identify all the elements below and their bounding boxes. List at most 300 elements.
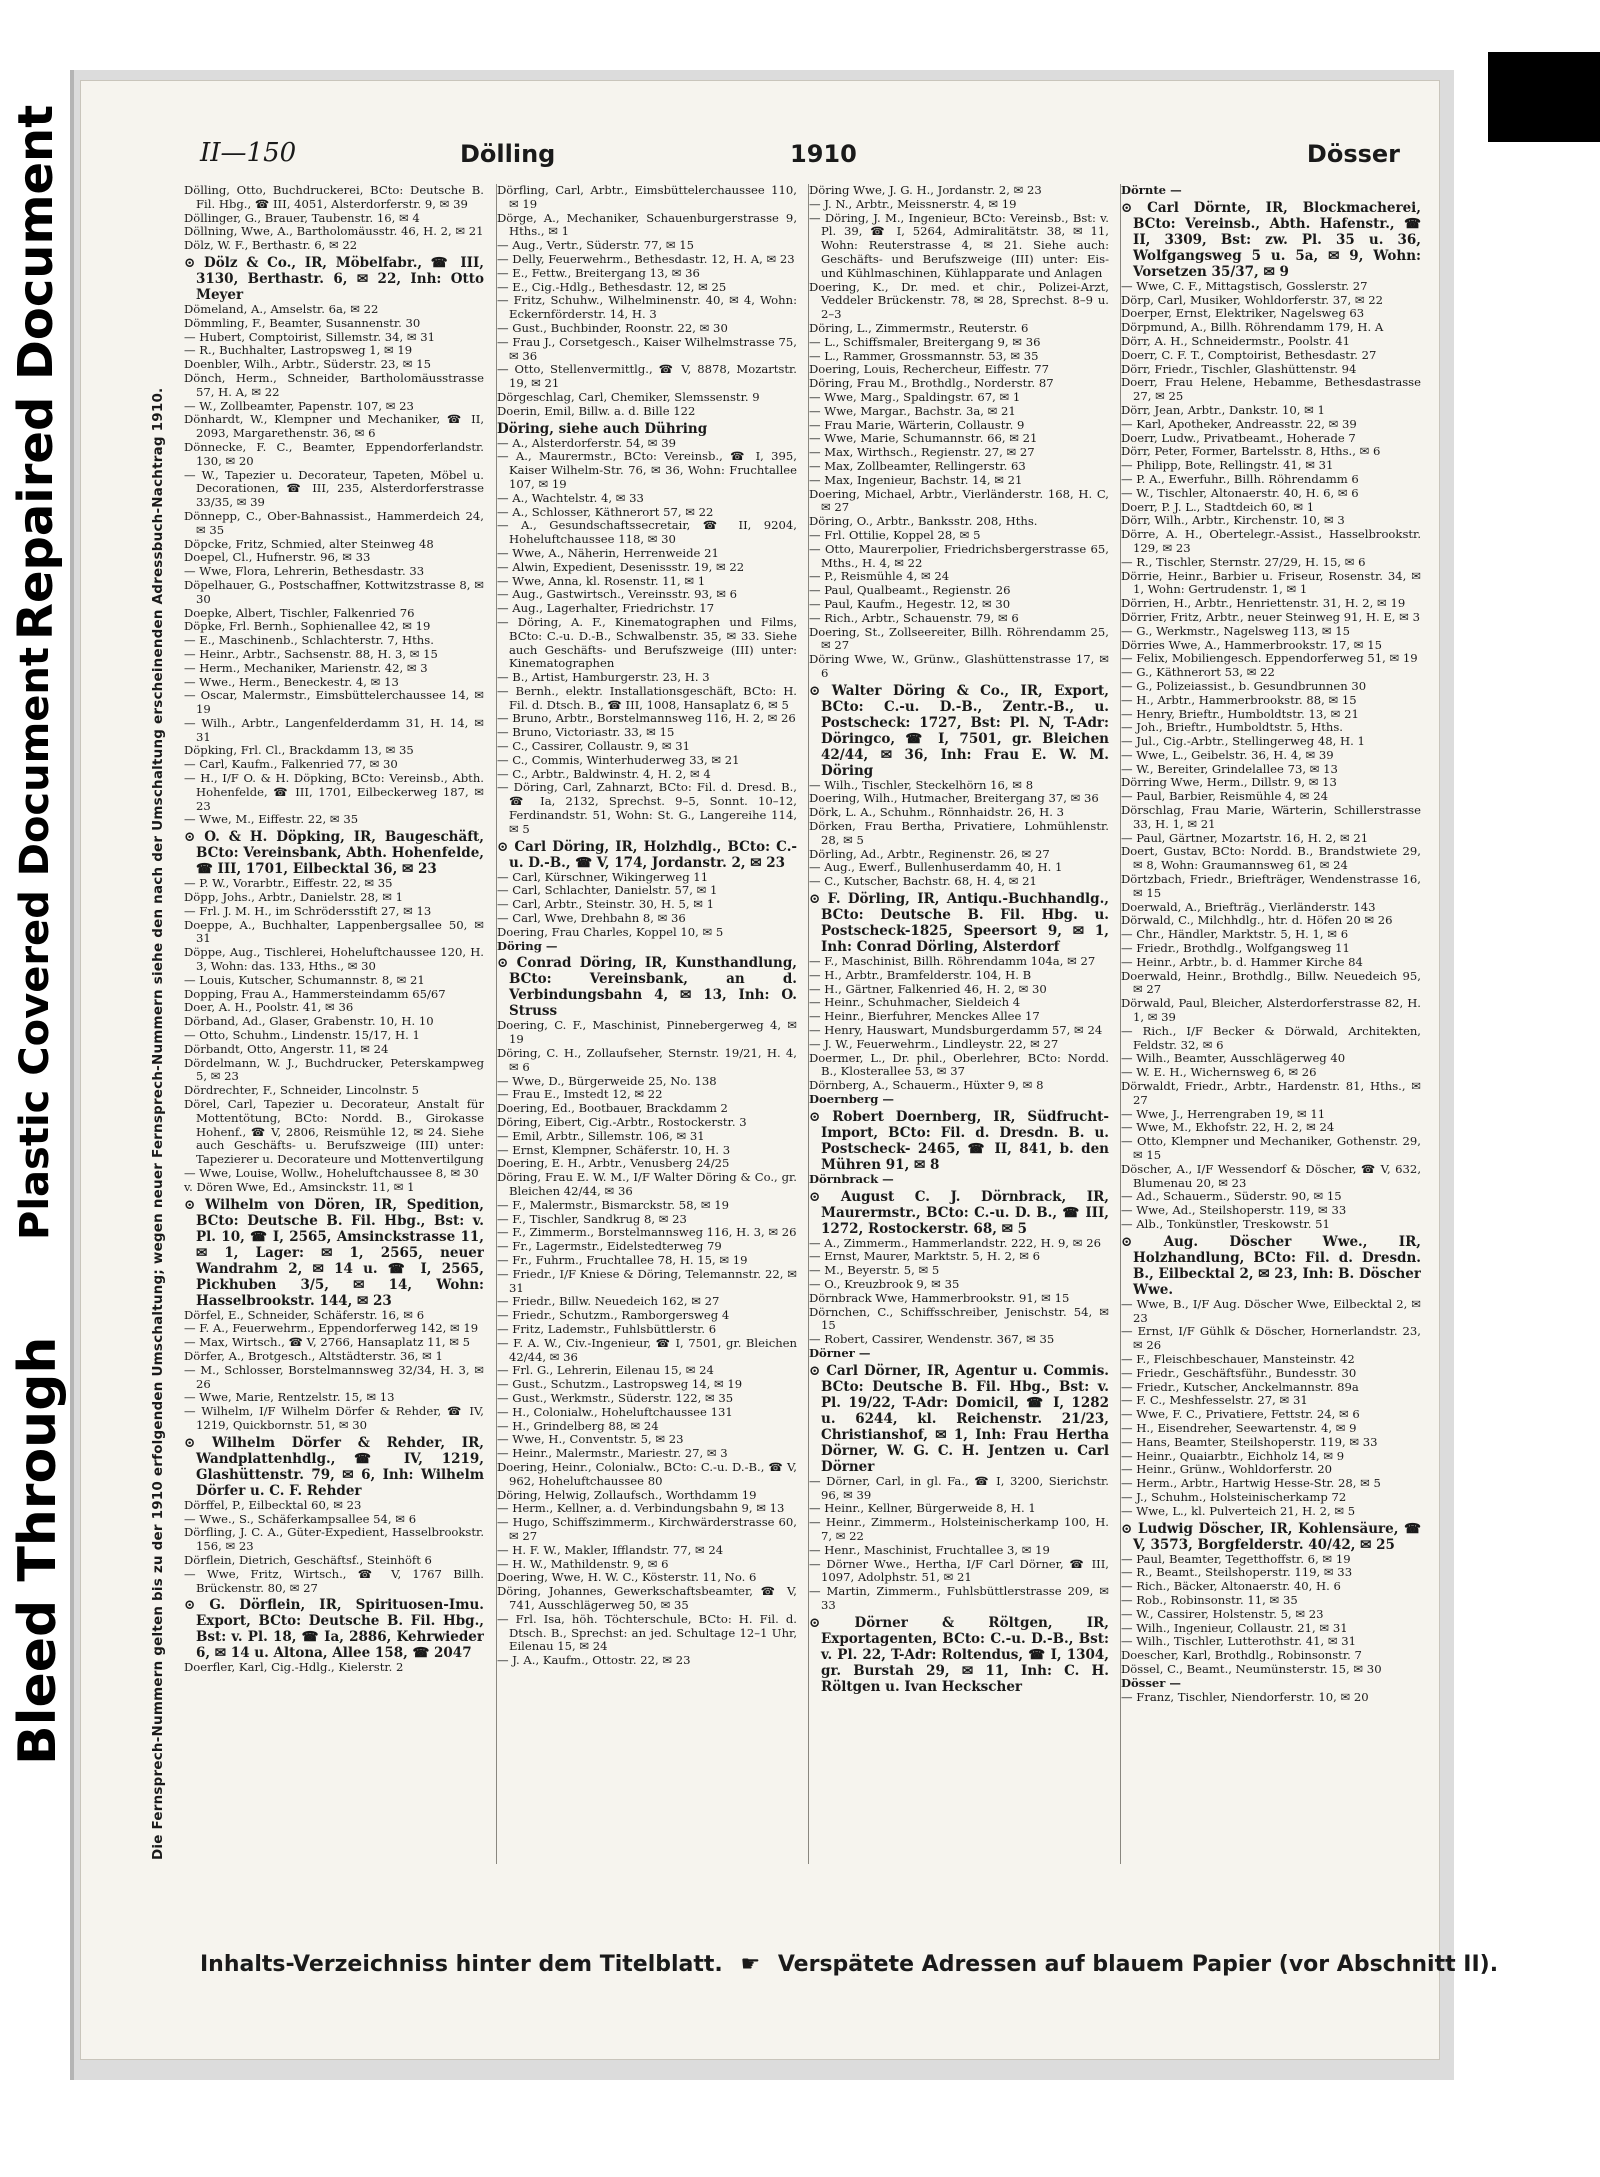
directory-entry: Dörwald, C., Milchhdlg., htr. d. Höfen 20 ✉ 26 (1121, 913, 1393, 928)
directory-entry: — H., Gärtner, Falkenried 46, H. 2, ✉ 30 (809, 981, 1047, 996)
directory-entry: — W., Tischler, Altonaerstr. 40, H. 6, ✉ 6 (1121, 485, 1359, 500)
directory-entry: Dörfling, Carl, Arbtr., Eimsbüttelerchaussee 110, ✉ 19 (497, 184, 797, 211)
directory-entry: — Frl. J. M. H., im Schrödersstift 27, ✉ 13 (184, 903, 432, 918)
directory-entry: — Wilh., Arbtr., Langenfelderdamm 31, H. 14, ✉ 31 (184, 715, 484, 744)
directory-entry: — F., Maschinist, Billh. Röhrendamm 104a, ✉ 27 (809, 954, 1096, 969)
directory-entry: ⊙ Ludwig Döscher, IR, Kohlensäure, ☎ V, 3573, Borgfelderstr. 40/42, ✉ 25 (1121, 1520, 1421, 1553)
directory-entry: — F., Malermstr., Bismarckstr. 58, ✉ 19 (497, 1197, 730, 1212)
directory-entry: — Döring, A. F., Kinematographen und Films, BCto: C.-u. D.-B., Schwalbenstr. 35, ✉ 33. Siehe auch Geschäfts- und Berufszweige (III) unter: Kinematographen (497, 614, 797, 671)
directory-entry: — Paul, Beamter, Tegetthoffstr. 6, ✉ 19 (1121, 1551, 1351, 1566)
directory-entry: — Frl. Isa, höh. Töchterschule, BCto: H. Fil. d. Dtsch. B., Sprechst: an jed. Schultage 12–1 Uhr, Eilenau 15, ✉ 24 (497, 1611, 797, 1654)
directory-entry: — Wwe, B., I/F Aug. Döscher Wwe, Eilbecktal 2, ✉ 23 (1121, 1296, 1421, 1325)
directory-entry: — A., Alsterdorferstr. 54, ✉ 39 (497, 435, 676, 450)
directory-entry: — M., Schlosser, Borstelmannsweg 32/34, H. 3, ✉ 26 (184, 1362, 484, 1391)
directory-entry: — H. F. W., Makler, Ifflandstr. 77, ✉ 24 (497, 1542, 724, 1557)
directory-entry: ⊙ Robert Doernberg, IR, Südfrucht-Import, BCto: Fil. d. Dresdn. B. u. Postscheck- 2465, ☎ II, 841, b. den Mühren 91, ✉ 8 (809, 1108, 1109, 1173)
directory-entry: — Wwe, Fritz, Wirtsch., ☎ V, 1767 Billh. Brückenstr. 80, ✉ 27 (184, 1566, 484, 1595)
directory-entry: — Rich., I/F Becker & Dörwald, Architekten, Feldstr. 32, ✉ 6 (1121, 1023, 1421, 1052)
directory-entry: Döring Wwe, J. G. H., Jordanstr. 2, ✉ 23 (809, 184, 1042, 197)
directory-entry: — Wwe, F. C., Privatiere, Fettstr. 24, ✉ 6 (1121, 1407, 1360, 1422)
directory-entry: Doering, Michael, Arbtr., Vierländerstr. 168, H. C, ✉ 27 (809, 486, 1109, 515)
page-footer (200, 1952, 1499, 1982)
directory-entry: — J. W., Feuerwehrm., Lindleystr. 22, ✉ 27 (809, 1036, 1059, 1051)
directory-entry: ⊙ Wilhelm von Dören, IR, Spedition, BCto: Deutsche B. Fil. Hbg., Bst: v. Pl. 10, ☎ I, 2565, Amsinckstrasse 11, ✉ 1, Lager: ✉ 1, 2565, neuer Wandrahm 2, ✉ 14 u. ☎ I, 2565, Pickhuben 3/5, ✉ 14, Wohn: Hasselbrookstr. 144, ✉ 23 (184, 1196, 484, 1309)
pointing-hand-icon: ☛ (740, 1952, 761, 1977)
directory-entry: — Heinr., Grünw., Wohldorferstr. 20 (1121, 1462, 1333, 1477)
directory-entry: — Wwe, D., Bürgerweide 25, No. 138 (497, 1073, 717, 1088)
directory-entry: Doert, Gustav, BCto: Nordd. B., Brandstwiete 29, ✉ 8, Wohn: Graumannsweg 61, ✉ 24 (1121, 844, 1421, 873)
directory-entry: Dördelmann, W. J., Buchdrucker, Peterskampweg 5, ✉ 23 (184, 1055, 484, 1084)
directory-entry: — B., Artist, Hamburgerstr. 23, H. 3 (497, 670, 710, 685)
column-2 (496, 184, 797, 1864)
directory-entry: — H. W., Mathildenstr. 9, ✉ 6 (497, 1556, 669, 1571)
directory-entry: Döring, Eibert, Cig.-Arbtr., Rostockerstr. 3 (497, 1115, 747, 1130)
directory-entry: — Döring, J. M., Ingenieur, BCto: Vereinsb., Bst: v. Pl. 39, ☎ I, 5264, Admiralitätstr. 38, ✉ 11, Wohn: Reuterstrasse 4, ✉ 21. Siehe auch: Geschäfts- und Berufszweige (III) unter: Eis- und Kühlmaschinen, Kühlapparate und Anlagen (809, 210, 1109, 280)
directory-entry: — Martin, Zimmerm., Fuhlsbüttlerstrasse 209, ✉ 33 (809, 1584, 1109, 1612)
footer-left-text: Inhalts-Verzeichniss hinter dem Titelblatt. (200, 1952, 723, 1977)
directory-entry: Dörfling, J. C. A., Güter-Expedient, Hasselbrookstr. 156, ✉ 23 (184, 1525, 484, 1554)
directory-entry: Dörpmund, A., Billh. Röhrendamm 179, H. A (1121, 320, 1384, 335)
directory-entry: ⊙ G. Dörflein, IR, Spirituosen-Imu. Export, BCto: Deutsche B. Fil. Hbg., Bst: v. Pl. 18, ☎ Ia, 2886, Kehrwieder 6, ✉ 14 u. Altona, Allee 158, ☎ 2047 (184, 1597, 484, 1662)
directory-entry: Dörrier, Fritz, Arbtr., neuer Steinweg 91, H. E, ✉ 3 (1121, 609, 1420, 624)
directory-entry: — W., Zollbeamter, Papenstr. 107, ✉ 23 (184, 398, 414, 413)
directory-entry: — J., Schuhm., Holsteinischerkamp 72 (1121, 1489, 1347, 1504)
directory-entry: Dösser — (1121, 1675, 1181, 1690)
directory-entry: — Heinr., Zimmerm., Holsteinischerkamp 100, H. 7, ✉ 22 (809, 1515, 1109, 1543)
directory-entry: Dörge, A., Mechaniker, Schauenburgerstrasse 9, Hths., ✉ 1 (497, 210, 797, 239)
directory-entry: — H., Eisendreher, Seewartenstr. 4, ✉ 9 (1121, 1420, 1357, 1435)
directory-entry: Doering, Heinr., Colonialw., BCto: C.-u. D.-B., ☎ V, 962, Hoheluftchaussee 80 (497, 1459, 797, 1488)
directory-entry: Doerr, Ludw., Privatbeamt., Hoherade 7 (1121, 430, 1356, 445)
directory-entry: — Heinr., Quaiarbtr., Eichholz 14, ✉ 9 (1121, 1448, 1345, 1463)
directory-entry: ⊙ August C. J. Dörnbrack, IR, Maurermstr., BCto: C.-u. D. B., ☎ III, 1272, Rostockerstr. 68, ✉ 5 (809, 1188, 1109, 1237)
directory-entry: — Aug., Ewerf., Bullenhuserdamm 40, H. 1 (809, 860, 1063, 875)
directory-columns (184, 184, 1420, 1864)
directory-entry: Doenbler, Wilh., Arbtr., Süderstr. 23, ✉ 15 (184, 357, 431, 372)
directory-entry: — Gust., Buchbinder, Roonstr. 22, ✉ 30 (497, 320, 728, 335)
directory-entry: — Gust., Werkmstr., Süderstr. 122, ✉ 35 (497, 1390, 734, 1405)
directory-entry: Dömmling, F., Beamter, Susannenstr. 30 (184, 315, 421, 330)
catchword-right: Dösser (1306, 140, 1400, 168)
directory-entry: — Henry, Brieftr., Humboldtstr. 13, ✉ 21 (1121, 706, 1359, 721)
directory-entry: Döring, Frau M., Brothdlg., Norderstr. 87 (809, 376, 1054, 391)
directory-entry: — G., Werkmstr., Nagelsweg 113, ✉ 15 (1121, 623, 1351, 638)
directory-entry: — Wwe, L., kl. Pulverteich 21, H. 2, ✉ 5 (1121, 1503, 1356, 1518)
directory-entry: Dönch, Herm., Schneider, Bartholomäusstrasse 57, H. A, ✉ 22 (184, 370, 484, 399)
directory-entry: — Heinr., Kellner, Bürgerweide 8, H. 1 (809, 1501, 1036, 1516)
directory-entry: Dörrien, H., Arbtr., Henriettenstr. 31, H. 2, ✉ 19 (1121, 596, 1406, 611)
directory-entry: — Heinr., Malermstr., Mariestr. 27, ✉ 3 (497, 1446, 728, 1461)
directory-entry: Dörschlag, Frau Marie, Wärterin, Schillerstrasse 33, H. 1, ✉ 21 (1121, 803, 1421, 831)
directory-entry: — R., Beamt., Steilshoperstr. 119, ✉ 33 (1121, 1565, 1353, 1580)
directory-entry: Dörnchen, C., Schiffsschreiber, Jenischstr. 54, ✉ 15 (809, 1304, 1109, 1333)
directory-entry: Doepel, Cl., Hufnerstr. 96, ✉ 33 (184, 550, 371, 565)
column-4 (1120, 184, 1421, 1864)
directory-entry: Doering, St., Zollseereiter, Billh. Röhrendamm 25, ✉ 27 (809, 624, 1109, 653)
directory-entry: — Emil, Arbtr., Sillemstr. 106, ✉ 31 (497, 1128, 705, 1143)
directory-entry: — Carl, Kaufm., Falkenried 77, ✉ 30 (184, 757, 398, 772)
directory-entry: Döring Wwe, W., Grünw., Glashüttenstrasse 17, ✉ 6 (809, 652, 1109, 680)
directory-entry: — Frl. Ottilie, Koppel 28, ✉ 5 (809, 527, 981, 542)
directory-entry: Dörring Wwe, Herm., Dillstr. 9, ✉ 13 (1121, 775, 1337, 790)
directory-entry: — Rich., Bäcker, Altonaerstr. 40, H. 6 (1121, 1579, 1341, 1594)
column-1 (184, 184, 484, 1864)
directory-entry: Dörnbrack — (809, 1171, 894, 1186)
directory-entry: — P., Reismühle 4, ✉ 24 (809, 569, 950, 584)
directory-entry: ⊙ Walter Döring & Co., IR, Export, BCto: C.-u. D.-B., Zentr.-B., u. Postscheck: 1727, Bst: Pl. N, T-Adr: Döringco, ☎ I, 7501, gr. Bleichen 42/44, ✉ 36, Inh: Frau E. W. M. Döring (809, 682, 1109, 779)
directory-entry: Döring — (497, 938, 558, 953)
directory-entry: Dörken, Frau Bertha, Privatiere, Lohmühlenstr. 28, ✉ 5 (809, 819, 1109, 847)
directory-entry: — H., I/F O. & H. Döpking, BCto: Vereinsb., Abth. Hohenfelde, ☎ III, 1701, Eilbeckerweg 187, ✉ 23 (184, 771, 484, 813)
directory-entry: — J. A., Kaufm., Ottostr. 22, ✉ 23 (497, 1653, 691, 1668)
directory-entry: ⊙ Carl Dörnte, IR, Blockmacherei, BCto: Vereinsb., Abth. Hafenstr., ☎ II, 3309, Bst: zw. Pl. 35 u. 36, Wolfgangsweg 5 u. 5a, ✉ 9, Wohn: Vorsetzen 35/37, ✉ 9 (1121, 199, 1421, 280)
directory-entry: — Hugo, Schiffszimmerm., Kirchwärderstrasse 60, ✉ 27 (497, 1515, 797, 1543)
directory-entry: — W. E. H., Wichernsweg 6, ✉ 26 (1121, 1065, 1317, 1080)
directory-entry: Doerper, Ernst, Elektriker, Nagelsweg 63 (1121, 306, 1365, 321)
directory-entry: — Gust., Schutzm., Lastropsweg 14, ✉ 19 (497, 1377, 743, 1392)
directory-entry: — C., Kutscher, Bachstr. 68, H. 4, ✉ 21 (809, 874, 1037, 889)
directory-entry: — Hubert, Comptoirist, Sillemstr. 34, ✉ 31 (184, 329, 435, 344)
directory-entry: — Wwe, Marg., Spaldingstr. 67, ✉ 1 (809, 389, 1021, 404)
directory-entry: Dörrie, Heinr., Barbier u. Friseur, Rosenstr. 34, ✉ 1, Wohn: Gertrudenstr. 1, ✉ 1 (1121, 568, 1421, 597)
directory-entry: — Wilh., Beamter, Ausschlägerweg 40 (1121, 1051, 1346, 1066)
directory-entry: Dössel, C., Beamt., Neumünsterstr. 15, ✉ 30 (1121, 1661, 1382, 1676)
directory-entry: Dörband, Ad., Glaser, Grabenstr. 10, H. 10 (184, 1014, 434, 1029)
directory-entry: — G., Polizeiassist., b. Gesundbrunnen 30 (1121, 678, 1367, 693)
directory-entry: — Aug., Lagerhalter, Friedrichstr. 17 (497, 601, 715, 616)
vertical-notice: Die Fernsprech-Nummern gelten bis zu der 1910 erfolgenden Umschaltung; wegen neuer Fernsprech-Nummern siehe den nach der Umschaltung erscheinenden Adressbuch-Nachtrag 1910. (150, 387, 166, 1860)
directory-entry: — Wwe, C. F., Mittagstisch, Gosslerstr. 27 (1121, 278, 1368, 293)
directory-entry: Döring, Frau E. W. M., I/F Walter Döring & Co., gr. Bleichen 42/44, ✉ 36 (497, 1170, 797, 1198)
directory-entry: ⊙ Carl Dörner, IR, Agentur u. Commis. BCto: Deutsche B. Fil. Hbg., Bst: v. Pl. 19/22, T-Adr: Domicil, ☎ I, 1282 u. 6244, kl. Reichenstr. 21/23, Christianshof, ✉ 1, Inh: Frau Hertha Dörner, W. G. C. H. Jentzen u. Carl Dörner (809, 1362, 1109, 1475)
directory-entry: — Friedr., Kutscher, Anckelmannstr. 89a (1121, 1379, 1359, 1394)
directory-entry: — Wwe, Anna, kl. Rosenstr. 11, ✉ 1 (497, 573, 706, 588)
directory-entry: — Herm., Mechaniker, Marienstr. 42, ✉ 3 (184, 660, 428, 675)
directory-entry: — M., Beyerstr. 5, ✉ 5 (809, 1263, 940, 1278)
page-header (200, 138, 1420, 178)
directory-entry: Dörflein, Dietrich, Geschäftsf., Steinhöft 6 (184, 1552, 432, 1567)
directory-entry: — Robert, Cassirer, Wendenstr. 367, ✉ 35 (809, 1332, 1055, 1347)
directory-entry: — C., Cassirer, Collaustr. 9, ✉ 31 (497, 739, 691, 754)
directory-entry: ⊙ Dölz & Co., IR, Möbelfabr., ☎ III, 3130, Berthastr. 6, ✉ 22, Inh: Otto Meyer (184, 254, 484, 303)
directory-entry: — F. A. W., Civ.-Ingenieur, ☎ I, 7501, gr. Bleichen 42/44, ✉ 36 (497, 1335, 797, 1364)
directory-entry: — Wwe, J., Herrengraben 19, ✉ 11 (1121, 1106, 1326, 1121)
directory-entry: — Otto, Maurerpolier, Friedrichsbergerstrasse 65, Mths., H. 4, ✉ 22 (809, 541, 1109, 570)
directory-entry: — Heinr., Arbtr., b. d. Hammer Kirche 84 (1121, 954, 1363, 969)
directory-entry: — Rich., Arbtr., Schauenstr. 79, ✉ 6 (809, 610, 1019, 625)
directory-entry: — Wwe, Marie, Schumannstr. 66, ✉ 21 (809, 431, 1038, 446)
directory-entry: — W., Tapezier u. Decorateur, Tapeten, Möbel u. Decorationen, ☎ III, 235, Alsterdorferstrasse 33/35, ✉ 39 (184, 467, 484, 510)
directory-entry: — R., Buchhalter, Lastropsweg 1, ✉ 19 (184, 343, 413, 358)
directory-entry: Dörr, Jean, Arbtr., Dankstr. 10, ✉ 1 (1121, 402, 1325, 417)
directory-entry: Döllning, Wwe, A., Bartholomäusstr. 46, H. 2, ✉ 21 (184, 224, 484, 239)
directory-entry: — L., Rammer, Grossmannstr. 53, ✉ 35 (809, 348, 1039, 363)
directory-entry: — Wwe, M., Eiffestr. 22, ✉ 35 (184, 812, 359, 827)
directory-entry: — A., Maurermstr., BCto: Vereinsb., ☎ I, 395, Kaiser Wilhelm-Str. 76, ✉ 36, Wohn: Fruchtallee 107, ✉ 19 (497, 449, 797, 491)
directory-entry: — Wwe, Flora, Lehrerin, Bethesdastr. 33 (184, 564, 425, 579)
directory-entry: — Wwe., Herm., Beneckestr. 4, ✉ 13 (184, 674, 399, 689)
directory-entry: — Heinr., Arbtr., Sachsenstr. 88, H. 3, ✉ 15 (184, 646, 438, 661)
directory-entry: — Wwe, Marie, Rentzelstr. 15, ✉ 13 (184, 1390, 395, 1405)
directory-entry: ⊙ Aug. Döscher Wwe., IR, Holzhandlung, BCto: Fil. d. Dresdn. B., Eilbecktal 2, ✉ 23, Inh: B. Döscher Wwe. (1121, 1233, 1421, 1298)
directory-entry: Doescher, Karl, Brothdlg., Robinsonstr. 7 (1121, 1648, 1362, 1663)
directory-entry: Dörnberg, A., Schauerm., Hüxter 9, ✉ 8 (809, 1078, 1044, 1093)
directory-entry: — Carl, Schlachter, Danielstr. 57, ✉ 1 (497, 883, 718, 898)
directory-entry: — Herm., Kellner, a. d. Verbindungsbahn 9, ✉ 13 (497, 1501, 785, 1516)
directory-entry: — Jul., Cig.-Arbtr., Stellingerweg 48, H. 1 (1121, 734, 1365, 749)
directory-entry: — Herm., Arbtr., Hartwig Hesse-Str. 28, ✉ 5 (1121, 1476, 1381, 1491)
directory-entry: ⊙ O. & H. Döpking, IR, Baugeschäft, BCto: Vereinsbank, Abth. Hohenfelde, ☎ III, 1701, Eilbecktal 36, ✉ 23 (184, 829, 484, 878)
directory-entry: — Ernst, Maurer, Marktstr. 5, H. 2, ✉ 6 (809, 1249, 1041, 1264)
directory-entry: — A., Wachtelstr. 4, ✉ 33 (497, 490, 644, 505)
directory-entry: — F. A., Feuerwehrm., Eppendorferweg 142, ✉ 19 (184, 1321, 479, 1336)
directory-entry: — Wwe, M., Ekhofstr. 22, H. 2, ✉ 24 (1121, 1120, 1335, 1135)
directory-entry: — Wwe, A., Näherin, Herrenweide 21 (497, 545, 719, 560)
directory-entry: Dörp, Carl, Musiker, Wohldorferstr. 37, ✉ 22 (1121, 292, 1383, 307)
directory-entry: — C., Arbtr., Baldwinstr. 4, H. 2, ✉ 4 (497, 766, 711, 781)
directory-entry: — Dörner Wwe., Hertha, I/F Carl Dörner, ☎ III, 1097, Adolphstr. 51, ✉ 21 (809, 1556, 1109, 1585)
directory-entry: — Otto, Klempner und Mechaniker, Gothenstr. 29, ✉ 15 (1121, 1134, 1421, 1162)
directory-entry: — Max, Wirtsch., ☎ V, 2766, Hansaplatz 11, ✉ 5 (184, 1335, 471, 1350)
directory-entry: — F., Tischler, Sandkrug 8, ✉ 23 (497, 1211, 687, 1226)
directory-entry: — Friedr., Schutzm., Ramborgersweg 4 (497, 1308, 730, 1323)
directory-entry: — E., Maschinenb., Schlachterstr. 7, Hths. (184, 633, 434, 648)
directory-entry: Döllinger, G., Brauer, Taubenstr. 16, ✉ 4 (184, 210, 420, 225)
directory-entry: — Joh., Brieftr., Humboldtstr. 5, Hths. (1121, 720, 1343, 735)
directory-entry: — W., Cassirer, Holstenstr. 5, ✉ 23 (1121, 1606, 1324, 1621)
directory-entry: Doering, E. H., Arbtr., Venusberg 24/25 (497, 1156, 730, 1171)
directory-entry: — H., Arbtr., Hammerbrookstr. 88, ✉ 15 (1121, 692, 1357, 707)
directory-entry: — Aug., Vertr., Süderstr. 77, ✉ 15 (497, 238, 695, 253)
directory-entry: Dördrechter, F., Schneider, Lincolnstr. 5 (184, 1083, 420, 1098)
directory-entry: — Friedr., Brothdlg., Wolfgangsweg 11 (1121, 941, 1350, 956)
directory-entry: Döscher, A., I/F Wessendorf & Döscher, ☎ V, 632, Blumenau 20, ✉ 23 (1121, 1161, 1421, 1190)
directory-entry: Doerr, Frau Helene, Hebamme, Bethesdastrasse 27, ✉ 25 (1121, 375, 1421, 404)
directory-entry: ⊙ F. Dörling, IR, Antiqu.-Buchhandlg., BCto: Deutsche B. Fil. Hbg. u. Postscheck-1825, Speersort 9, ✉ 1, Inh: Conrad Dörling, Alsterdorf (809, 891, 1109, 956)
directory-entry: — Frl. G., Lehrerin, Eilenau 15, ✉ 24 (497, 1363, 714, 1378)
directory-entry: Dörr, Friedr., Tischler, Glashüttenstr. 94 (1121, 361, 1357, 376)
directory-entry: — H., Arbtr., Bramfelderstr. 104, H. B (809, 967, 1032, 982)
directory-entry: — A., Zimmerm., Hammerlandstr. 222, H. 9, ✉ 26 (809, 1235, 1101, 1250)
directory-entry: Döring, L., Zimmermstr., Reuterstr. 6 (809, 320, 1029, 335)
directory-entry: Dörre, A. H., Obertelegr.-Assist., Hasselbrookstr. 129, ✉ 23 (1121, 527, 1421, 555)
directory-entry: Dörling, Ad., Arbtr., Reginenstr. 26, ✉ 27 (809, 846, 1050, 861)
directory-entry: — Hans, Beamter, Steilshoperstr. 119, ✉ 33 (1121, 1434, 1378, 1449)
directory-entry: Dörnbrack Wwe, Hammerbrookstr. 91, ✉ 15 (809, 1290, 1070, 1305)
directory-entry: — Fr., Fuhrm., Fruchtallee 78, H. 15, ✉ 19 (497, 1252, 748, 1267)
directory-entry: — E., Fettw., Breitergang 13, ✉ 36 (497, 265, 700, 280)
directory-entry: — Carl, Arbtr., Steinstr. 30, H. 5, ✉ 1 (497, 897, 715, 912)
directory-entry: — Max, Zollbeamter, Rellingerstr. 63 (809, 458, 1026, 473)
directory-entry: — H., Colonialw., Hoheluftchaussee 131 (497, 1404, 733, 1419)
directory-entry: — Delly, Feuerwehrm., Bethesdastr. 12, H. A, ✉ 23 (497, 251, 795, 266)
directory-entry: Doering, Louis, Rechercheur, Eiffestr. 77 (809, 362, 1049, 377)
directory-entry: Dörwaldt, Friedr., Arbtr., Hardenstr. 81, Hths., ✉ 27 (1121, 1079, 1421, 1107)
directory-entry: — Wilh., Tischler, Steckelhörn 16, ✉ 8 (809, 777, 1034, 792)
directory-entry: Doering, Wwe, H. W. C., Kösterstr. 11, No. 6 (497, 1570, 757, 1585)
directory-entry: — Karl, Apotheker, Andreasstr. 22, ✉ 39 (1121, 416, 1357, 431)
directory-entry: — Fritz, Schuhw., Wilhelminenstr. 40, ✉ 4, Wohn: Eckernförderstr. 14, H. 3 (497, 293, 797, 322)
directory-entry: Dönnepp, C., Ober-Bahnassist., Hammerdeich 24, ✉ 35 (184, 508, 484, 537)
directory-entry: — Carl, Kürschner, Wikingerweg 11 (497, 869, 709, 884)
directory-entry: — Alb., Tonkünstler, Treskowstr. 51 (1121, 1216, 1330, 1231)
directory-entry: — Chr., Händler, Marktstr. 5, H. 1, ✉ 6 (1121, 927, 1349, 942)
directory-entry: Dömeland, A., Amselstr. 6a, ✉ 22 (184, 301, 379, 316)
directory-entry: ⊙ Dörner & Röltgen, IR, Exportagenten, BCto: C.-u. D.-B., Bst: v. Pl. 22, T-Adr: Roltendus, ☎ I, 1304, gr. Burstah 29, ✉ 11, Inh: C. H. Röltgen u. Ivan Heckscher (809, 1614, 1109, 1695)
directory-entry: — Fr., Lagermstr., Eidelstedterweg 79 (497, 1239, 722, 1254)
directory-entry: — F., Zimmerm., Borstelmannsweg 116, H. 3, ✉ 26 (497, 1225, 797, 1240)
directory-entry: — Wwe, Louise, Wollw., Hoheluftchaussee 8, ✉ 30 (184, 1166, 479, 1180)
directory-entry: — Ad., Schauerm., Süderstr. 90, ✉ 15 (1121, 1189, 1342, 1204)
directory-entry: Döpp, Johs., Arbtr., Danielstr. 28, ✉ 1 (184, 890, 404, 905)
directory-entry: — Ernst, Klempner, Schäferstr. 10, H. 3 (497, 1142, 731, 1157)
directory-entry: — Paul, Gärtner, Mozartstr. 16, H. 2, ✉ 21 (1121, 830, 1369, 845)
directory-entry: Döpcke, Fritz, Schmied, alter Steinweg 48 (184, 536, 434, 551)
directory-entry: Doerwald, Heinr., Brothdlg., Billw. Neuedeich 95, ✉ 27 (1121, 968, 1421, 997)
directory-entry: — Heinr., Schuhmacher, Sieldeich 4 (809, 995, 1021, 1010)
directory-entry: — G., Käthnerort 53, ✉ 22 (1121, 665, 1275, 680)
side-label-repaired: Repaired Document (8, 104, 64, 640)
directory-entry: Doerr, C. F. T., Comptoirist, Bethesdastr. 27 (1121, 347, 1377, 362)
directory-entry: — Paul, Qualbeamt., Regienstr. 26 (809, 583, 1011, 598)
directory-entry: — Wwe, Ad., Steilshoperstr. 119, ✉ 33 (1121, 1203, 1347, 1218)
footer-right-text: Verspätete Adressen auf blauem Papier (vor Abschnitt II). (777, 1952, 1499, 1977)
directory-entry: — Dörner, Carl, in gl. Fa., ☎ I, 3200, Sierichstr. 96, ✉ 39 (809, 1473, 1109, 1502)
directory-entry: — Wilh., Ingenieur, Collaustr. 21, ✉ 31 (1121, 1620, 1348, 1635)
directory-entry: — J. N., Arbtr., Meissnerstr. 4, ✉ 19 (809, 196, 1017, 211)
directory-entry: Döpelhauer, G., Postschaffner, Kottwitzstrasse 8, ✉ 30 (184, 577, 484, 606)
directory-entry: — Wilhelm, I/F Wilhelm Dörfer & Rehder, ☎ IV, 1219, Quickbornstr. 51, ✉ 30 (184, 1404, 484, 1432)
directory-entry: Doer, A. H., Poolstr. 41, ✉ 36 (184, 1000, 354, 1015)
directory-entry: — Heinr., Bierfuhrer, Menckes Allee 17 (809, 1009, 1040, 1024)
directory-entry: — Frau J., Corsetgesch., Kaiser Wilhelmstrasse 75, ✉ 36 (497, 334, 797, 363)
year: 1910 (790, 140, 857, 168)
directory-entry: — Alwin, Expedient, Desenissstr. 19, ✉ 22 (497, 559, 745, 574)
directory-entry: Döppe, Aug., Tischlerei, Hoheluftchaussee 120, H. 3, Wohn: das. 133, Hths., ✉ 30 (184, 945, 484, 974)
directory-entry: — Philipp, Bote, Rellingstr. 41, ✉ 31 (1121, 458, 1334, 473)
directory-entry: Dölz, W. F., Berthastr. 6, ✉ 22 (184, 238, 358, 253)
directory-entry: — Wwe, H., Conventstr. 5, ✉ 23 (497, 1432, 684, 1447)
directory-entry: Döring, Helwig, Zollaufsch., Worthdamm 19 (497, 1487, 757, 1502)
directory-entry: Doering, Wilh., Hutmacher, Breitergang 37, ✉ 36 (809, 791, 1099, 806)
directory-entry: Dörfel, E., Schneider, Schäferstr. 16, ✉ 6 (184, 1307, 425, 1322)
directory-entry: — W., Bereiter, Grindelallee 73, ✉ 13 (1121, 761, 1338, 776)
directory-entry: Doerwald, A., Briefträg., Vierländerstr. 143 (1121, 899, 1376, 914)
page-number: II—150 (200, 138, 297, 168)
directory-entry: — Max, Wirthsch., Regienstr. 27, ✉ 27 (809, 445, 1035, 460)
side-label-bleed: Bleed Through (8, 1336, 68, 1765)
directory-entry: — Aug., Gastwirtsch., Vereinsstr. 93, ✉ 6 (497, 587, 738, 602)
directory-entry: Dörfer, A., Brotgesch., Altstädterstr. 36, ✉ 1 (184, 1348, 443, 1363)
directory-entry: Döring, C. H., Zollaufseher, Sternstr. 19/21, H. 4, ✉ 6 (497, 1046, 797, 1074)
directory-entry: Dörwald, Paul, Bleicher, Alsterdorferstrasse 82, H. 1, ✉ 39 (1121, 996, 1421, 1025)
directory-entry: Dörel, Carl, Tapezier u. Decorateur, Anstalt für Mottentötung, BCto: Nordd. B., Girokasse Hohenf., ☎ V, 2806, Reismühle 12, ✉ 24. Siehe auch Geschäfts- u. Berufszweige (III) unter: Tapezierer u. Decorateure und Mottenvertilgung (184, 1097, 484, 1167)
directory-entry: — Döring, Carl, Zahnarzt, BCto: Fil. d. Dresd. B., ☎ Ia, 2132, Sprechst. 9–5, Sonnt. 10–12, Ferdinandstr. 51, Wohn: St. G., Langereihe 114, ✉ 5 (497, 780, 797, 836)
directory-entry: — Franz, Tischler, Niendorferstr. 10, ✉ 20 (1121, 1689, 1369, 1704)
directory-entry: Döring, O., Arbtr., Banksstr. 208, Hths. (809, 514, 1038, 529)
directory-entry: Dopping, Frau A., Hammersteindamm 65/67 (184, 986, 446, 1001)
directory-entry: — Otto, Schuhm., Lindenstr. 15/17, H. 1 (184, 1028, 420, 1043)
directory-entry: Dörffel, P., Eilbecktal 60, ✉ 23 (184, 1497, 362, 1512)
directory-entry: — Rob., Robinsonstr. 11, ✉ 35 (1121, 1592, 1298, 1607)
directory-entry: — Otto, Stellenvermittlg., ☎ V, 8878, Mozartstr. 19, ✉ 21 (497, 362, 797, 391)
directory-entry: Doerr, P. J. L., Stadtdeich 60, ✉ 1 (1121, 499, 1315, 514)
directory-entry: — Henry, Hauswart, Mundsburgerdamm 57, ✉ 24 (809, 1023, 1103, 1038)
directory-entry: — A., Schlosser, Käthnerort 57, ✉ 22 (497, 504, 714, 519)
directory-entry: Dörk, L. A., Schuhm., Rönnhaidstr. 26, H. 3 (809, 805, 1064, 820)
directory-entry: — L., Schiffsmaler, Breitergang 9, ✉ 36 (809, 334, 1041, 349)
directory-entry: Dörgeschlag, Carl, Chemiker, Slemssenstr. 9 (497, 389, 760, 404)
directory-entry: Dörtzbach, Friedr., Briefträger, Wendenstrasse 16, ✉ 15 (1121, 872, 1421, 900)
directory-entry: Dölling, Otto, Buchdruckerei, BCto: Deutsche B. Fil. Hbg., ☎ III, 4051, Alsterdorferstr. 9, ✉ 39 (184, 184, 484, 211)
directory-entry: — P. A., Ewerfuhr., Billh. Röhrendamm 6 (1121, 471, 1359, 486)
directory-entry: Doepke, Albert, Tischler, Falkenried 76 (184, 605, 415, 620)
directory-entry: Doerfler, Karl, Cig.-Hdlg., Kielerstr. 2 (184, 1660, 404, 1675)
directory-entry: — F., Fleischbeschauer, Mansteinstr. 42 (1121, 1351, 1355, 1366)
column-3 (808, 184, 1109, 1864)
directory-entry: — C., Commis, Winterhuderweg 33, ✉ 21 (497, 752, 740, 767)
directory-entry: Doering, Ed., Bootbauer, Brackdamm 2 (497, 1101, 728, 1116)
directory-entry: — Felix, Mobiliengesch. Eppendorferweg 51, ✉ 19 (1121, 651, 1418, 666)
directory-entry: Döring, siehe auch Dühring (497, 420, 708, 437)
directory-entry: Doermer, L., Dr. phil., Oberlehrer, BCto: Nordd. B., Klosterallee 53, ✉ 37 (809, 1050, 1109, 1079)
directory-entry: — Fritz, Lademstr., Fuhlsbüttlerstr. 6 (497, 1321, 717, 1336)
directory-entry: Dönnecke, F. C., Beamter, Eppendorferlandstr. 130, ✉ 20 (184, 439, 484, 468)
directory-entry: — Wwe, L., Geibelstr. 36, H. 4, ✉ 39 (1121, 747, 1334, 762)
directory-entry: — Ernst, I/F Gühlk & Döscher, Hornerlandstr. 23, ✉ 26 (1121, 1324, 1421, 1353)
directory-entry: — E., Cig.-Hdlg., Bethesdastr. 12, ✉ 25 (497, 279, 727, 294)
side-label-plastic: Plastic Covered Document (12, 646, 58, 1240)
directory-entry: Döpke, Frl. Bernh., Sophienallee 42, ✉ 19 (184, 619, 431, 634)
directory-entry: Doering, K., Dr. med. et chir., Polizei-Arzt, Veddeler Brückenstr. 78, ✉ 28, Sprechst. 8–9 u. 2–3 (809, 279, 1109, 322)
directory-entry: — Frau Marie, Wärterin, Collaustr. 9 (809, 417, 1025, 432)
directory-entry: Dönhardt, W., Klempner und Mechaniker, ☎ II, 2093, Margarethenstr. 36, ✉ 6 (184, 412, 484, 441)
directory-entry: Doeppe, A., Buchhalter, Lappenbergsallee 50, ✉ 31 (184, 917, 484, 946)
directory-entry: — O., Kreuzbrook 9, ✉ 35 (809, 1277, 960, 1292)
directory-entry: — Paul, Kaufm., Hegestr. 12, ✉ 30 (809, 596, 1011, 611)
directory-entry: — Henr., Maschinist, Fruchtallee 3, ✉ 19 (809, 1542, 1050, 1557)
directory-entry: — Bernh., elektr. Installationsgeschäft, BCto: H. Fil. d. Dtsch. B., ☎ III, 1008, Hansaplatz 6, ✉ 5 (497, 683, 797, 712)
directory-entry: — Oscar, Malermstr., Eimsbüttelerchaussee 14, ✉ 19 (184, 688, 484, 717)
directory-entry: — Carl, Wwe, Drehbahn 8, ✉ 36 (497, 911, 686, 926)
directory-entry: Dörner — (809, 1346, 871, 1360)
directory-entry: ⊙ Conrad Döring, IR, Kunsthandlung, BCto: Vereinsbank, an d. Verbindungsbahn 4, ✉ 13, Inh: O. Struss (497, 955, 797, 1020)
directory-entry: Doernberg — (809, 1092, 895, 1107)
directory-entry: — Bruno, Arbtr., Borstelmannsweg 116, H. 2, ✉ 26 (497, 711, 796, 726)
directory-entry: Dörries Wwe, A., Hammerbrookstr. 17, ✉ 15 (1121, 637, 1382, 652)
directory-entry: ⊙ Carl Döring, IR, Holzhdlg., BCto: C.-u. D.-B., ☎ V, 174, Jordanstr. 2, ✉ 23 (497, 838, 797, 871)
directory-entry: Döring, Johannes, Gewerkschaftsbeamter, ☎ V, 741, Ausschlägerweg 50, ✉ 35 (497, 1584, 797, 1612)
directory-entry: — R., Tischler, Sternstr. 27/29, H. 15, ✉ 6 (1121, 554, 1366, 569)
black-tab (1488, 52, 1600, 142)
directory-entry: — Wwe., S., Schäferkampsallee 54, ✉ 6 (184, 1511, 417, 1526)
directory-entry: Döpking, Frl. Cl., Brackdamm 13, ✉ 35 (184, 743, 414, 758)
directory-entry: — Friedr., Geschäftsführ., Bundesstr. 30 (1121, 1365, 1357, 1380)
directory-entry: — P. W., Vorarbtr., Eiffestr. 22, ✉ 35 (184, 876, 393, 891)
catchword-left: Dölling (460, 140, 556, 168)
directory-entry: ⊙ Wilhelm Dörfer & Rehder, IR, Wandplattenhdlg., ☎ IV, 1219, Glashüttenstr. 79, ✉ 6, Inh: Wilhelm Dörfer u. C. F. Rehder (184, 1434, 484, 1499)
directory-entry: — Wilh., Tischler, Lutterothstr. 41, ✉ 31 (1121, 1634, 1357, 1649)
directory-entry: Dörnte — (1121, 184, 1182, 197)
directory-entry: — Bruno, Victoriastr. 33, ✉ 15 (497, 725, 675, 740)
directory-entry: — Wwe, Margar., Bachstr. 3a, ✉ 21 (809, 403, 1016, 418)
directory-entry: — Max, Ingenieur, Bachstr. 14, ✉ 21 (809, 472, 1023, 487)
directory-entry: Doerin, Emil, Billw. a. d. Bille 122 (497, 403, 696, 418)
directory-entry: Doering, Frau Charles, Koppel 10, ✉ 5 (497, 924, 724, 939)
directory-entry: — F. C., Meshfesselstr. 27, ✉ 31 (1121, 1393, 1308, 1408)
directory-entry: — Frau E., Imstedt 12, ✉ 22 (497, 1087, 663, 1102)
directory-entry: — Friedr., Billw. Neuedeich 162, ✉ 27 (497, 1294, 720, 1309)
